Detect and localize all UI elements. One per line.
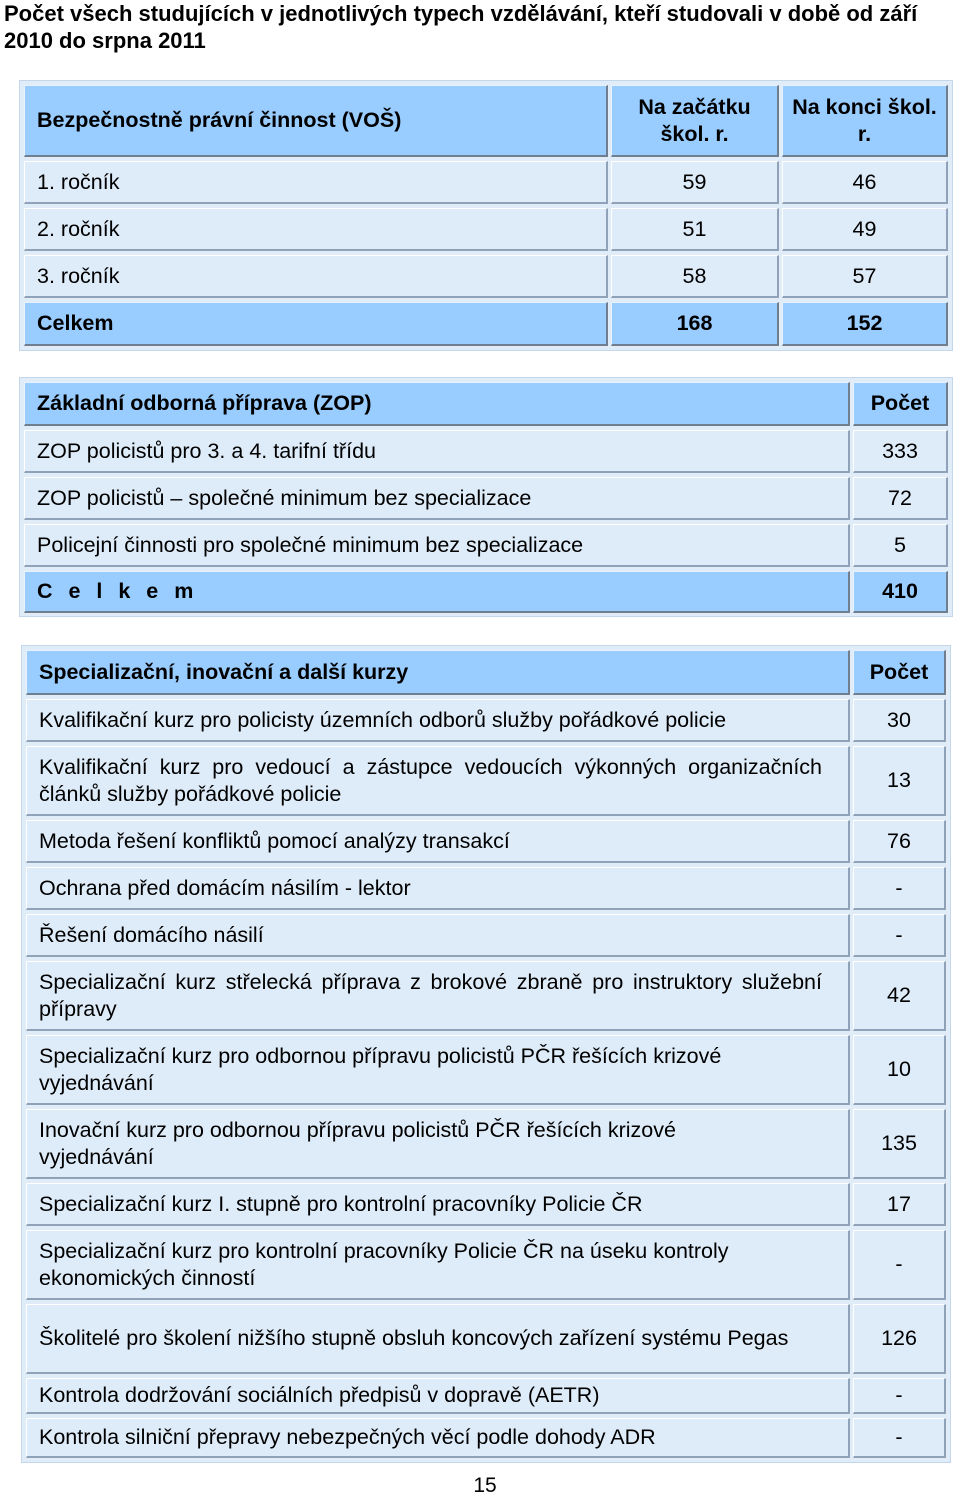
table-header-cell: Základní odborná příprava (ZOP) (24, 382, 850, 426)
table-row-label: Specializační kurz střelecká příprava z brokové zbraně pro instruktory služební přípravy (26, 961, 850, 1031)
table-row-label: ZOP policistů pro 3. a 4. tarifní třídu (24, 430, 850, 473)
table-cell: - (853, 1418, 946, 1458)
page-number: 15 (473, 1474, 497, 1497)
table-cell: 126 (853, 1304, 946, 1374)
table-row-label: Školitelé pro školení nižšího stupně obsluh koncových zařízení systému Pegas (26, 1304, 850, 1374)
table-courses (21, 645, 951, 1463)
table-cell: 42 (853, 961, 946, 1031)
table-header-cell: Bezpečnostně právní činnost (VOŠ) (24, 85, 608, 157)
table-zop (19, 377, 953, 617)
table-cell: 51 (611, 208, 779, 251)
table-total-cell: 410 (853, 571, 948, 613)
table-cell: - (853, 867, 946, 910)
table-cell: - (853, 914, 946, 957)
table-row-label: 1. ročník (24, 161, 608, 204)
table-cell: 10 (853, 1035, 946, 1105)
table-row-label: Specializační kurz I. stupně pro kontrolní pracovníky Policie ČR (26, 1183, 850, 1226)
table-header-cell: Specializační, inovační a další kurzy (26, 650, 850, 695)
table-total-label: C e l k e m (24, 571, 850, 613)
table-row-label: Kvalifikační kurz pro policisty územních odborů služby pořádkové policie (26, 699, 850, 742)
table-cell: 58 (611, 255, 779, 298)
table-header-cell: Na začátku škol. r. (611, 85, 779, 157)
table-row-label: Řešení domácího násilí (26, 914, 850, 957)
table-row-label: Metoda řešení konfliktů pomocí analýzy transakcí (26, 820, 850, 863)
table-cell: 135 (853, 1109, 946, 1179)
table-row-label: ZOP policistů – společné minimum bez specializace (24, 477, 850, 520)
table-row-label: Ochrana před domácím násilím - lektor (26, 867, 850, 910)
table-cell: 76 (853, 820, 946, 863)
table-cell: - (853, 1230, 946, 1300)
table-row-label: Inovační kurz pro odbornou přípravu policistů PČR řešících krizové vyjednávání (26, 1109, 850, 1179)
table-row-label: Kvalifikační kurz pro vedoucí a zástupce vedoucích výkonných organizačních článků služby pořádkové policie (26, 746, 850, 816)
table-header-cell: Na konci škol. r. (782, 85, 948, 157)
table-cell: 30 (853, 699, 946, 742)
table-cell: 49 (782, 208, 948, 251)
table-row-label: 2. ročník (24, 208, 608, 251)
table-cell: 13 (853, 746, 946, 816)
table-cell: 333 (853, 430, 948, 473)
table-cell: 59 (611, 161, 779, 204)
table-row-label: Policejní činnosti pro společné minimum bez specializace (24, 524, 850, 567)
table-row-label: 3. ročník (24, 255, 608, 298)
table-total-label: Celkem (24, 302, 608, 346)
table-cell: 72 (853, 477, 948, 520)
table-cell: 46 (782, 161, 948, 204)
table-header-cell: Počet (853, 382, 948, 426)
table-cell: 57 (782, 255, 948, 298)
page-title: Počet všech studujících v jednotlivých typech vzdělávání, kteří studovali v době od září 2010 do srpna 2011 (4, 1, 918, 53)
table-cell: 5 (853, 524, 948, 567)
table-cell: 17 (853, 1183, 946, 1226)
table-row-label: Kontrola dodržování sociálních předpisů v dopravě (AETR) (26, 1378, 850, 1414)
table-row-label: Kontrola silniční přepravy nebezpečných věcí podle dohody ADR (26, 1418, 850, 1458)
table-vos (19, 80, 953, 351)
table-row-label: Specializační kurz pro odbornou přípravu policistů PČR řešících krizové vyjednávání (26, 1035, 850, 1105)
table-header-cell: Počet (853, 650, 946, 695)
table-total-cell: 168 (611, 302, 779, 346)
table-total-cell: 152 (782, 302, 948, 346)
table-row-label: Specializační kurz pro kontrolní pracovníky Policie ČR na úseku kontroly ekonomických činností (26, 1230, 850, 1300)
table-cell: - (853, 1378, 946, 1414)
